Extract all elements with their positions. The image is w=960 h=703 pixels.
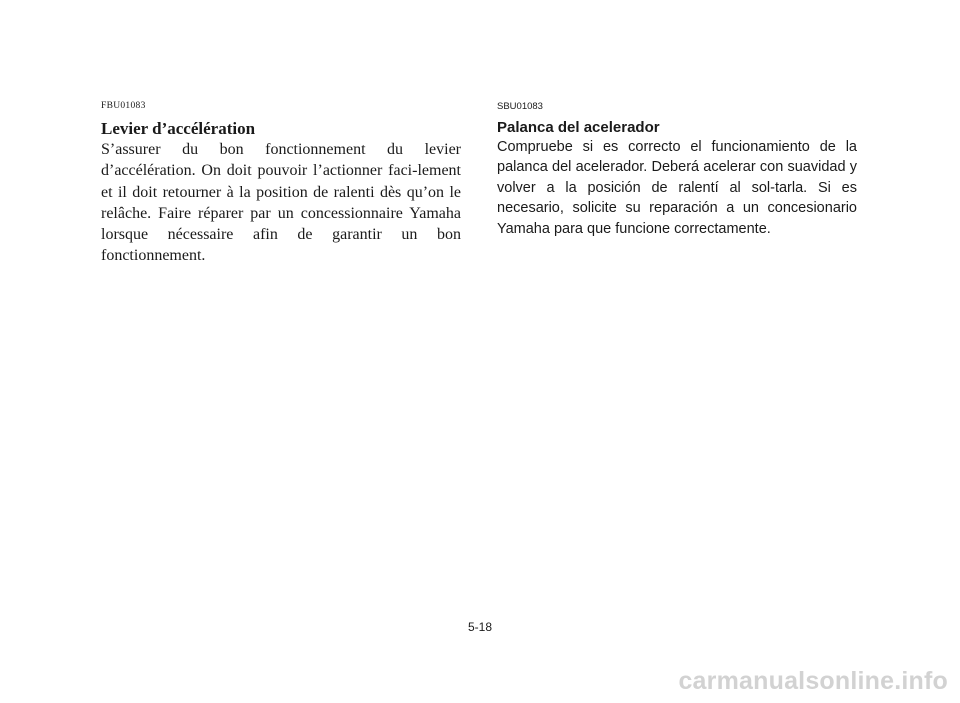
section-code-es: SBU01083 <box>497 101 543 112</box>
section-title-es: Palanca del acelerador <box>497 119 660 136</box>
spanish-column <box>497 101 857 239</box>
watermark-link[interactable]: carmanualsonline.info <box>678 667 948 695</box>
section-code-fr: FBU01083 <box>101 101 146 111</box>
section-body-fr: S’assurer du bon fonctionnement du levier d’accélération. On doit pouvoir l’actionner faci-lement et il doit retourner à la position de ralenti dès qu’on le relâche. Faire réparer par un concessionnaire Yamaha lorsque nécessaire afin de garantir un bon fonctionnement. <box>101 141 461 265</box>
french-column <box>101 100 461 267</box>
section-title-fr: Levier d’accélération <box>101 119 256 138</box>
section-body-es: Compruebe si es correcto el funcionamiento de la palanca del acelerador. Deberá acelerar con suavidad y volver a la posición de ralentí al sol-tarla. Si es necesario, solicite su reparación a un concesionario Yamaha para que funcione correctamente. <box>497 139 857 237</box>
page-number: 5-18 <box>467 620 493 634</box>
